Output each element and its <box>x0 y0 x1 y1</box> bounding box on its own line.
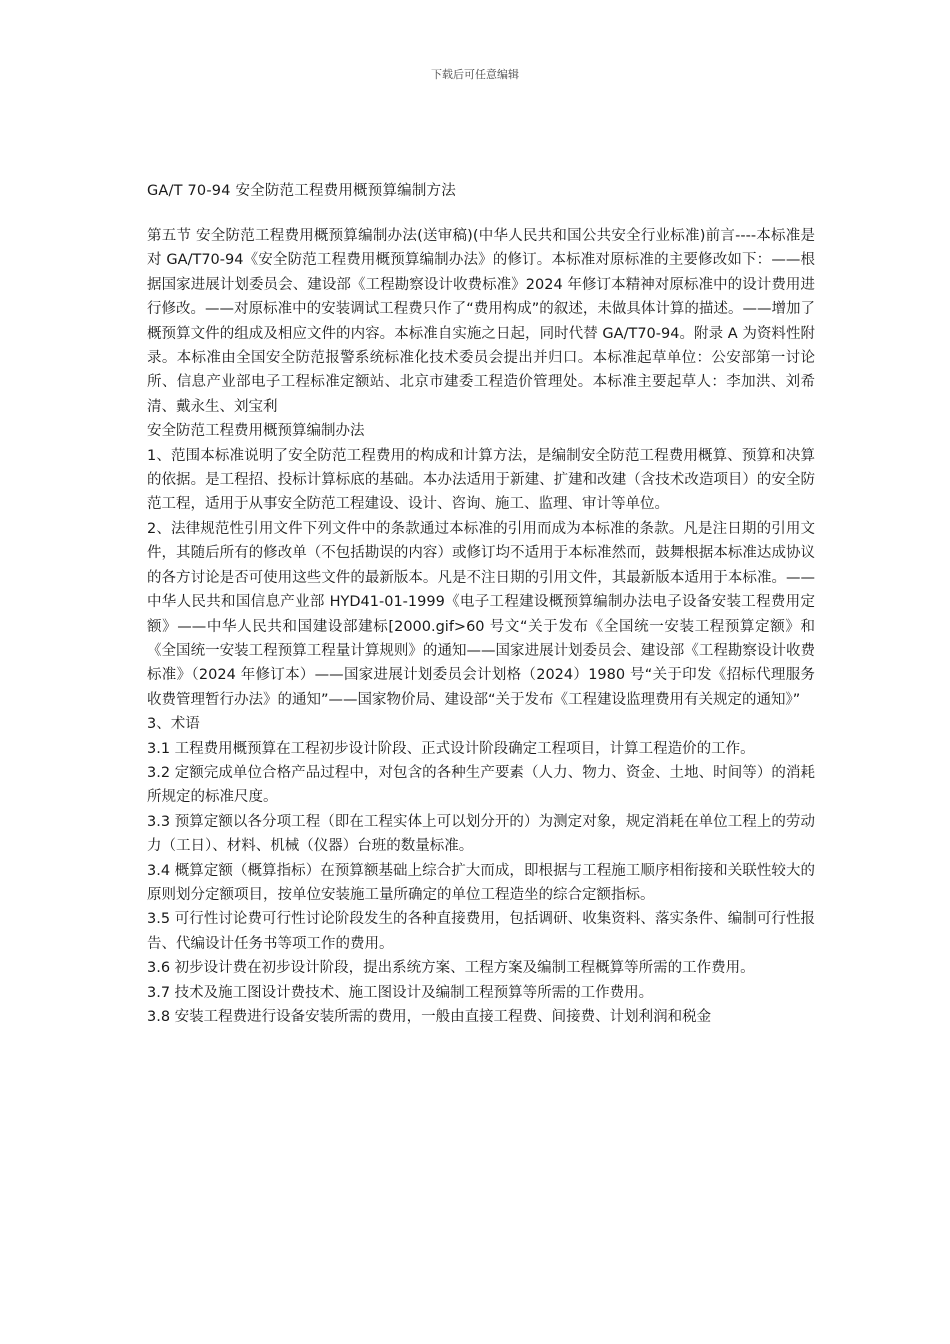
paragraph-term-3-3: 3.3 预算定额以各分项工程（即在工程实体上可以划分开的）为测定对象，规定消耗在单位工程上的劳动力（工日）、材料、机械（仪器）台班的数量标准。 <box>147 813 815 855</box>
paragraph-heading: 安全防范工程费用概预算编制办法 <box>147 423 365 440</box>
paragraph-term-3-2: 3.2 定额完成单位合格产品过程中，对包含的各种生产要素（人力、物力、资金、土地、时间等）的消耗所规定的标准尺度。 <box>147 764 815 806</box>
paragraph-foreword: 第五节 安全防范工程费用概预算编制办法(送审稿)(中华人民共和国公共安全行业标准)前言----本标准是对 GA/T70-94《安全防范工程费用概预算编制办法》的修订。本标准对原标准的主要修改如下：——根据国家进展计划委员会、建设部《工程勘察设计收费标准》2024 年修订本精神对原标准中的设计费用进行修改。——对原标准中的安装调试工程费只作了“费用构成”的叙述，未做具体计算的描述。——增加了概预算文件的组成及相应文件的内容。本标准自实施之日起，同时代替 GA/T70-94。附录 A 为资料性附录。本标准由全国安全防范报警系统标准化技术委员会提出并归口。本标准起草单位：公安部第一讨论所、信息产业部电子工程标准定额站、北京市建委工程造价管理处。本标准主要起草人：李加洪、刘希清、戴永生、刘宝利 <box>147 228 815 415</box>
paragraph-term-3-1: 3.1 工程费用概预算在工程初步设计阶段、正式设计阶段确定工程项目，计算工程造价的工作。 <box>147 740 755 757</box>
paragraph-term-3-5: 3.5 可行性讨论费可行性讨论阶段发生的各种直接费用，包括调研、收集资料、落实条件、编制可行性报告、代编设计任务书等项工作的费用。 <box>147 911 815 952</box>
paragraph-term-3-8: 3.8 安装工程费进行设备安装所需的费用，一般由直接工程费、间接费、计划利润和税金 <box>147 1009 712 1025</box>
document-body <box>147 224 815 1029</box>
paragraph-scope: 1、范围本标准说明了安全防范工程费用的构成和计算方法，是编制安全防范工程费用概算、预算和决算的依据。是工程招、投标计算标底的基础。本办法适用于新建、扩建和改建（含技术改造项目）的安全防范工程，适用于从事安全防范工程建设、设计、咨询、施工、监理、审计等单位。 <box>147 447 815 513</box>
document-title: GA/T 70-94 安全防范工程费用概预算编制方法 <box>147 183 456 199</box>
paragraph-terms-heading: 3、术语 <box>147 716 200 733</box>
header-note: 下载后可任意编辑 <box>431 68 519 81</box>
paragraph-term-3-7: 3.7 技术及施工图设计费技术、施工图设计及编制工程预算等所需的工作费用。 <box>147 984 654 1001</box>
paragraph-term-3-6: 3.6 初步设计费在初步设计阶段，提出系统方案、工程方案及编制工程概算等所需的工作费用。 <box>147 960 755 977</box>
paragraph-term-3-4: 3.4 概算定额（概算指标）在预算额基础上综合扩大而成，即根据与工程施工顺序相衔接和关联性较大的原则划分定额项目，按单位安装施工量所确定的单位工程造坐的综合定额指标。 <box>147 862 815 903</box>
paragraph-references: 2、法律规范性引用文件下列文件中的条款通过本标准的引用而成为本标准的条款。凡是注日期的引用文件，其随后所有的修改单（不包括勘误的内容）或修订均不适用于本标准然而，鼓舞根据本标准达成协议的各方讨论是否可使用这些文件的最新版本。凡是不注日期的引用文件，其最新版本适用于本标准。——中华人民共和国信息产业部 HYD41-01-1999《电子工程建设概预算编制办法电子设备安装工程费用定额》——中华人民共和国建设部建标[2000.gif>60 号文“关于发布《全国统一安装工程预算定额》和《全国统一安装工程预算工程量计算规则》的通知——国家进展计划委员会、建设部《工程勘察设计收费标准》（2024 年修订本）——国家进展计划委员会计划格（2024）1980 号“关于印发《招标代理服务收费管理暂行办法》的通知”——国家物价局、建设部“关于发布《工程建设监理费用有关规定的通知》” <box>147 520 815 708</box>
